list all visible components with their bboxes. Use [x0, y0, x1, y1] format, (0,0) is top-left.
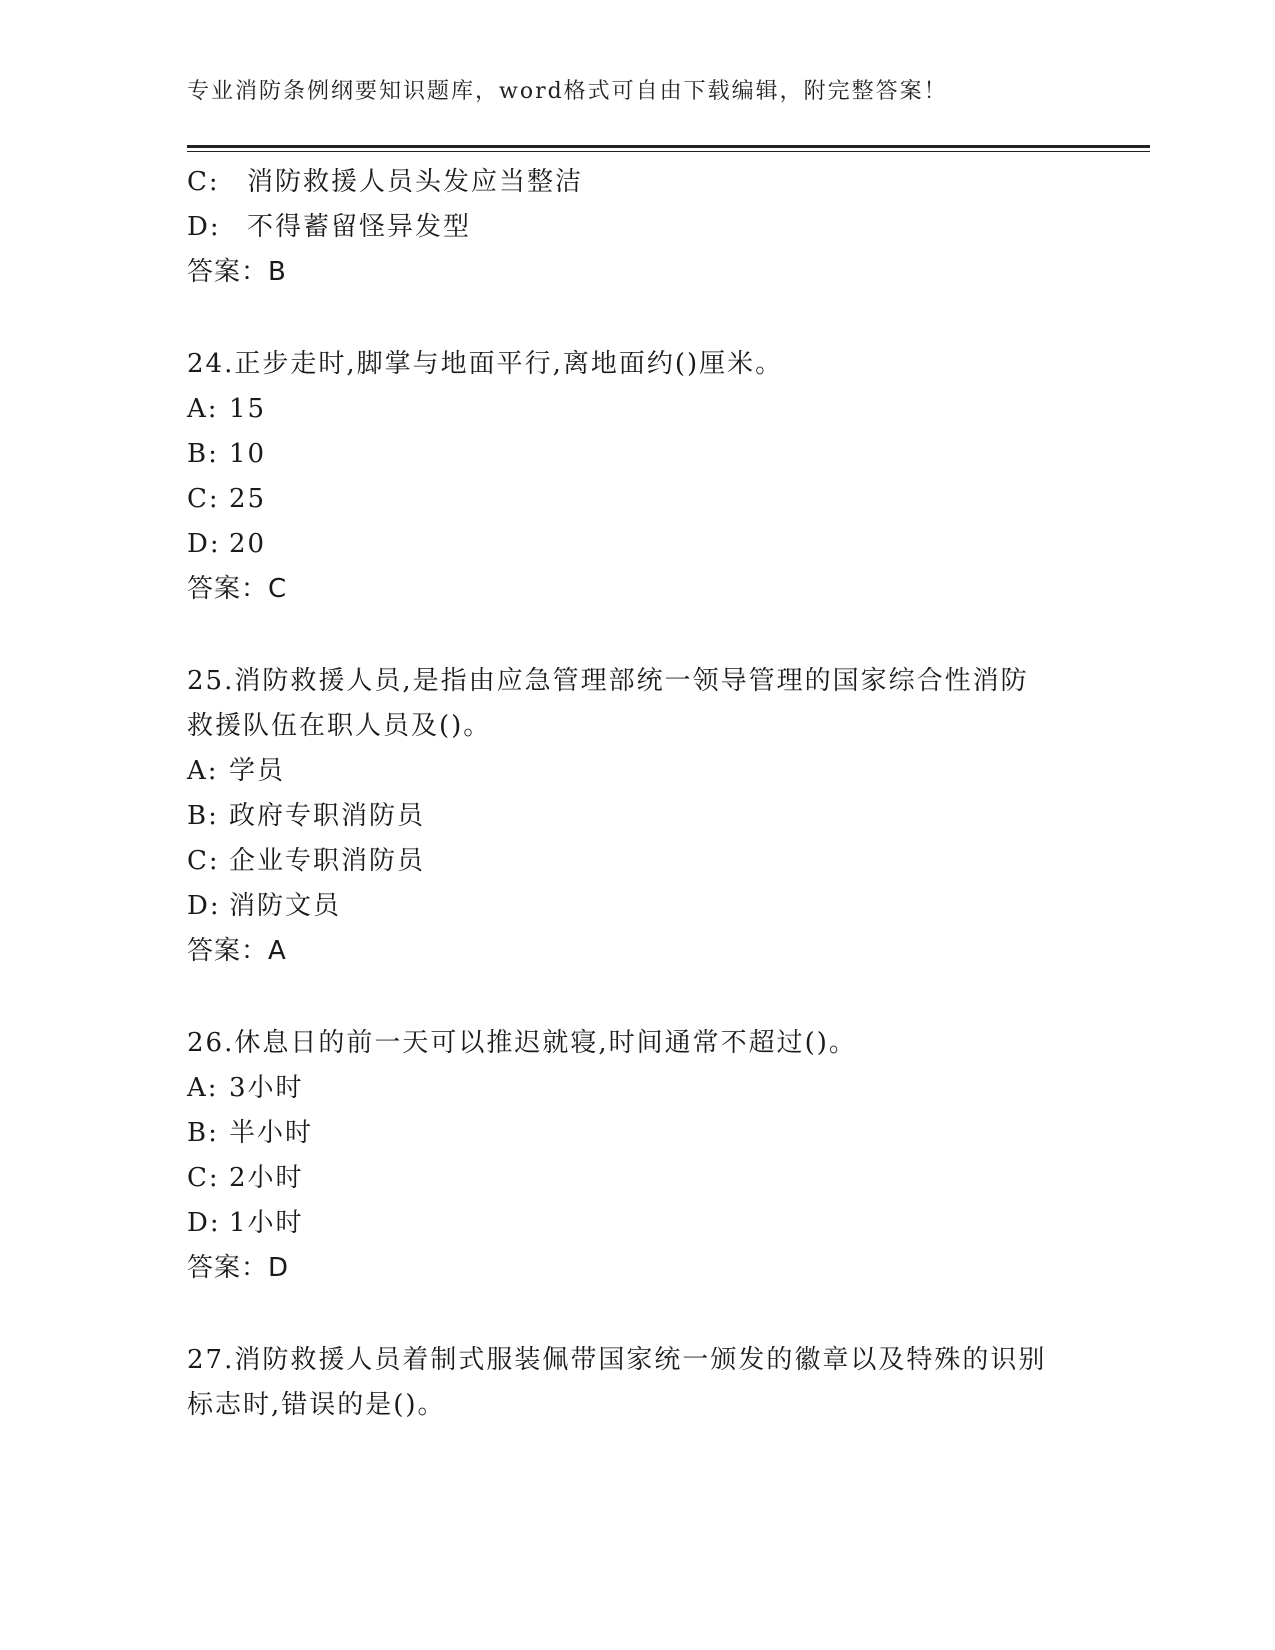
- question-text: 24.正步走时,脚掌与地面平行,离地面约()厘米。: [187, 349, 784, 379]
- answer: 答案：C: [187, 574, 288, 604]
- question-text-line2: 救援队伍在职人员及()。: [187, 711, 492, 741]
- option-d: D: 消防文员: [187, 891, 342, 921]
- question-text: 26.休息日的前一天可以推迟就寝,时间通常不超过()。: [187, 1028, 857, 1058]
- option-a: A: 3小时: [187, 1073, 304, 1103]
- answer: 答案：D: [187, 1253, 290, 1283]
- question-text-line1: 25.消防救援人员,是指由应急管理部统一领导管理的国家综合性消防: [187, 666, 1029, 696]
- option-b: B: 政府专职消防员: [187, 801, 426, 831]
- answer: 答案：B: [187, 257, 287, 287]
- prev-question: [187, 160, 1087, 295]
- header-rule-thick: [187, 145, 1150, 148]
- question-text-line2: 标志时,错误的是()。: [187, 1390, 446, 1420]
- option-a: A: 学员: [187, 756, 286, 786]
- option-a: A: 15: [187, 394, 267, 424]
- question-27: [187, 1338, 1087, 1428]
- option-c: C: 2小时: [187, 1163, 304, 1193]
- header-rule-thin: [187, 151, 1150, 152]
- option-d: D: 不得蓄留怪异发型: [187, 212, 472, 242]
- question-25: [187, 659, 1087, 974]
- option-c: C: 企业专职消防员: [187, 846, 426, 876]
- question-text-line1: 27.消防救援人员着制式服装佩带国家统一颁发的徽章以及特殊的识别: [187, 1345, 1047, 1375]
- question-list: [187, 160, 1087, 1428]
- option-b: B: 10: [187, 439, 267, 469]
- question-26: [187, 1021, 1087, 1291]
- page-header: 专业消防条例纲要知识题库，word格式可自由下载编辑，附完整答案！: [187, 79, 948, 104]
- option-d: D: 20: [187, 529, 267, 559]
- option-c: C: 25: [187, 484, 267, 514]
- option-b: B: 半小时: [187, 1118, 314, 1148]
- option-d: D: 1小时: [187, 1208, 304, 1238]
- option-c: C: 消防救援人员头发应当整洁: [187, 167, 584, 197]
- answer: 答案：A: [187, 936, 287, 966]
- question-24: [187, 342, 1087, 612]
